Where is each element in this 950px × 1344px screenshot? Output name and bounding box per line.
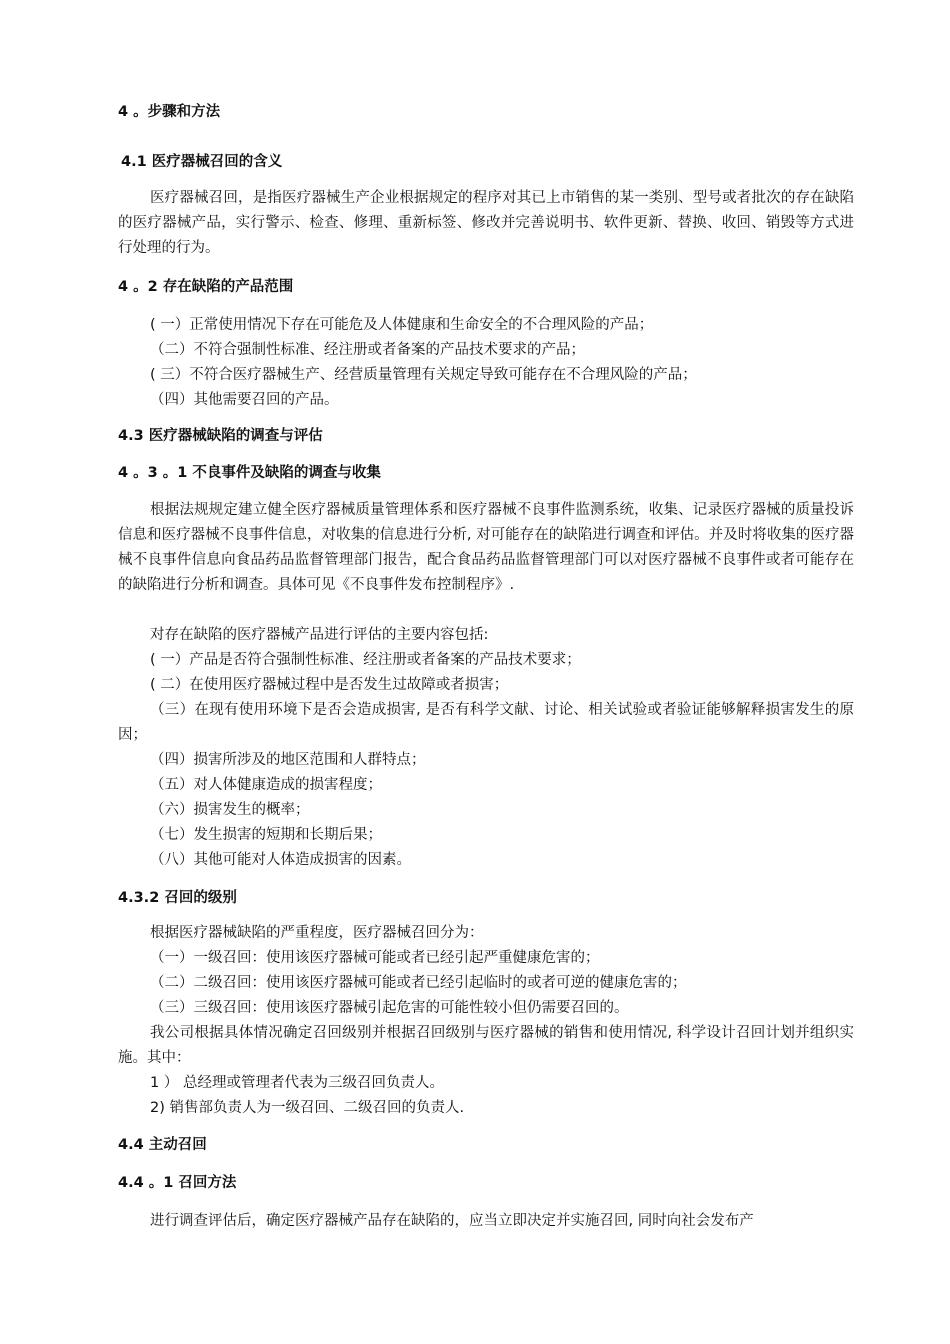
section-4-heading: 4 。步骤和方法 [118, 104, 221, 120]
list-item: （二）二级召回：使用该医疗器械可能或者已经引起临时的或者可逆的健康危害的； [150, 975, 687, 991]
list-item: 2) 销售部负责人为一级召回、二级召回的负责人. [150, 1100, 465, 1116]
section-4-3-1-heading: 4 。3 。1 不良事件及缺陷的调查与收集 [118, 465, 381, 481]
list-item: （五）对人体健康造成的损害程度； [150, 777, 382, 793]
section-4-4-1-heading: 4.4 。1 召回方法 [118, 1175, 237, 1191]
list-item: （八）其他可能对人体造成损害的因素。 [150, 852, 411, 868]
recall-level-intro: 根据医疗器械缺陷的严重程度，医疗器械召回分为： [150, 925, 484, 941]
list-item: ( 一）产品是否符合强制性标准、经注册或者备案的产品技术要求； [150, 652, 581, 668]
section-4-1-heading: 4.1 医疗器械召回的含义 [121, 154, 283, 170]
section-4-3-2-heading: 4.3.2 召回的级别 [118, 890, 237, 906]
section-4-3-1-paragraph: 根据法规规定建立健全医疗器械质量管理体系和医疗器械不良事件监测系统，收集、记录医疗器械的质量投诉信息和医疗器械不良事件信息，对收集的信息进行分析, 对可能存在的缺陷进行调查和评估。并及时将收集的医疗器械不良事件信息向食品药品监督管理部门报告，配合食品药品监督管理部门可以对医疗器械不良事件或者可能存在的缺陷进行分析和调查。具体可见《不良事件发布控制程序》. [118, 502, 854, 593]
section-4-3-heading: 4.3 医疗器械缺陷的调查与评估 [118, 428, 323, 444]
list-item: （四）其他需要召回的产品。 [150, 392, 339, 408]
evaluation-intro: 对存在缺陷的医疗器械产品进行评估的主要内容包括: [150, 627, 489, 643]
list-item: （二）不符合强制性标准、经注册或者备案的产品技术要求的产品； [150, 342, 585, 358]
list-item: ( 一）正常使用情况下存在可能危及人体健康和生命安全的不合理风险的产品； [150, 317, 654, 333]
list-item: （七）发生损害的短期和长期后果； [150, 827, 382, 843]
list-item: （三）三级召回：使用该医疗器械引起危害的可能性较小但仍需要召回的。 [150, 1000, 629, 1016]
list-item: （四）损害所涉及的地区范围和人群特点； [150, 752, 426, 768]
section-4-2-heading: 4 。2 存在缺陷的产品范围 [118, 279, 294, 295]
section-4-4-heading: 4.4 主动召回 [118, 1137, 207, 1153]
list-item: （一）一级召回：使用该医疗器械可能或者已经引起严重健康危害的； [150, 950, 600, 966]
list-item: ( 二）在使用医疗器械过程中是否发生过故障或者损害； [150, 677, 509, 693]
list-item: ( 三）不符合医疗器械生产、经营质量管理有关规定导致可能存在不合理风险的产品； [150, 367, 697, 383]
section-4-1-paragraph: 医疗器械召回，是指医疗器械生产企业根据规定的程序对其已上市销售的某一类别、型号或者批次的存在缺陷的医疗器械产品，实行警示、检查、修理、重新标签、修改并完善说明书、软件更新、替换、收回、销毁等方式进行处理的行为。 [118, 190, 854, 256]
list-item: 1 ） 总经理或管理者代表为三级召回负责人。 [150, 1075, 444, 1091]
section-4-4-1-paragraph: 进行调查评估后，确定医疗器械产品存在缺陷的，应当立即决定并实施召回, 同时向社会发布产 [150, 1213, 754, 1229]
list-item: （六）损害发生的概率； [150, 802, 310, 818]
section-4-3-2-paragraph: 我公司根据具体情况确定召回级别并根据召回级别与医疗器械的销售和使用情况, 科学设计召回计划并组织实施。其中： [118, 1025, 854, 1066]
list-item: （三）在现有使用环境下是否会造成损害, 是否有科学文献、讨论、相关试验或者验证能够解释损害发生的原因； [118, 702, 854, 743]
